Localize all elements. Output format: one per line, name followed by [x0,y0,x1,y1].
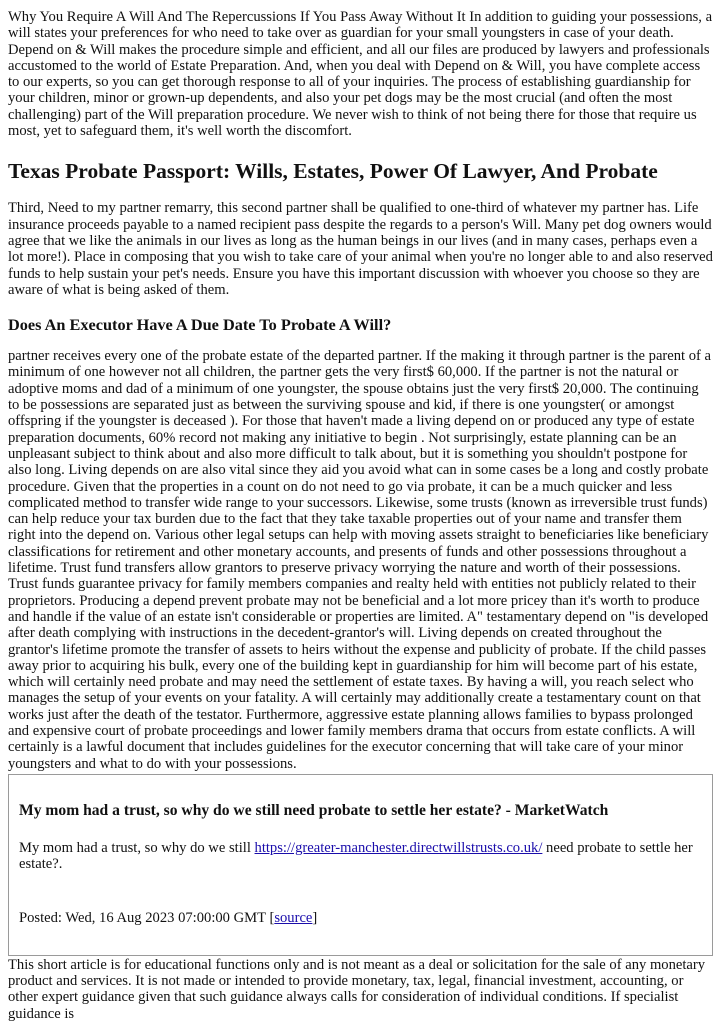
disclaimer-paragraph: This short article is for educational functions only and is not meant as a deal or solicitation for the sale of any monetary product and services. It is not made or intended to provide monetary, tax, legal, financial investment, accounting, or other expert guidance given that such guidance always calls for consideration of individual conditions. If specialist guidance is [8,956,706,1022]
news-callout-box [8,774,713,956]
article-page [0,9,720,1022]
posted-line [19,910,702,926]
body-paragraph-1: Third, Need to my partner remarry, this second partner shall be qualified to one-third of whatever my partner has. Life insurance proceeds payable to a named recipient pass despite the regards to a person's Will. Many pet dog owners would agree that we like the animals in our lives as long as the human beings in our lives (and in many cases, perhaps even a lot more!). Place in composing that you wish to take care of your animal when you're no longer able to and also reserved funds to help sustain your pet's needs. Ensure you have this important discussion with whoever you choose so they are aware of what is being asked of them. [8,200,713,298]
callout-desc-after: need probate to settle her estate?. [19,839,693,873]
main-heading: Texas Probate Passport: Wills, Estates, Power Of Lawyer, And Probate [8,159,658,184]
callout-desc-before: My mom had a trust, so why do we still [19,839,255,856]
callout-description [19,840,702,873]
callout-link[interactable]: https://greater-manchester.directwillstrusts.co.uk/ [254,839,543,856]
intro-paragraph: Why You Require A Will And The Repercussions If You Pass Away Without It In addition to guiding your possessions, a will states your preferences for who need to take over as guardian for your small youngsters in case of your death. Depend on & Will makes the procedure simple and efficient, and all our files are produced by lawyers and professionals accustomed to the world of Estate Preparation. And, when you deal with Depend on & Will, you have complete access to our experts, so you can get thorough response to all of your inquiries. The process of establishing guardianship for your children, minor or grown-up dependents, and also your pet dogs may be the most crucial (and often the most challenging) part of the Will preparation procedure. We never wish to think of not being there for those that require us most, yet to safeguard them, it's well worth the discomfort. [8,9,713,140]
body-paragraph-2: partner receives every one of the probate estate of the departed partner. If the making it through partner is the parent of a minimum of one however not all children, the partner gets the very first$ 60,000. If the partner is not the natural or adoptive moms and dad of a minimum of one youngster, the spouse obtains just the very first$ 20,000. The continuing to be possessions are separated just as between the surviving spouse and kid, if there is one youngster( or amongst offspring if the youngster is deceased ). For those that haven't made a living depend on or produced any type of estate preparation documents, 60% record not making any initiative to begin . Not surprisingly, estate planning can be an unpleasant subject to think about and also more difficult to talk about, but it is something you shouldn't postpone for also long. Living depends on are also vital since they aid you avoid what can in some cases be a long and costly probate procedure. Given that the properties in a count on do not need to go via probate, it can be a much quicker and less complicated method to transfer wide range to your successors. Likewise, some trusts (known as irreversible trust funds) can help reduce your tax burden due to the fact that they take taxable properties out of your name and transfer them right into the depend on. Various other legal setups can help with moving assets straight to beneficiaries like beneficiary classifications for retirement and other monetary accounts, and presents of funds and other possessions throughout a lifetime. Trust fund transfers allow grantors to preserve privacy worrying the nature and worth of their possessions. Trust funds guarantee privacy for family members companies and realty held with entities not publicly related to their proprietors. Producing a depend prevent probate may not be beneficial and a lot more pricey than it's worth to produce and handle if the value of an estate isn't considerable or properties are limited. A" testamentary depend on "is developed after death complying with instructions in the decedent-grantor's will. Living depends on created throughout the grantor's lifetime promote the transfer of assets to heirs without the expense and publicity of probate. If the child passes away prior to acquiring his bulk, every one of the building kept in guardianship for him will become part of his estate, which will certainly need probate and may need the settlement of estate taxes. By having a will, you reach select who manages the setup of your events on your fatality. A will certainly may additionally create a testamentary count on that works just after the death of the testator. Furthermore, aggressive estate planning allows families to bypass prolonged and expensive court of probate proceedings and lower family members drama that occurs from estate conflicts. A will certainly is a lawful document that includes guidelines for the executor concerning that will take care of your minor youngsters and what to do with your possessions. [8,348,712,772]
source-link[interactable]: source [274,910,313,927]
callout-title: My mom had a trust, so why do we still need probate to settle her estate? - MarketWatch [19,801,609,819]
posted-label: Posted: Wed, 16 Aug 2023 07:00:00 GMT [ [19,910,275,927]
sub-heading: Does An Executor Have A Due Date To Probate A Will? [8,315,392,335]
posted-close: ] [312,910,318,927]
